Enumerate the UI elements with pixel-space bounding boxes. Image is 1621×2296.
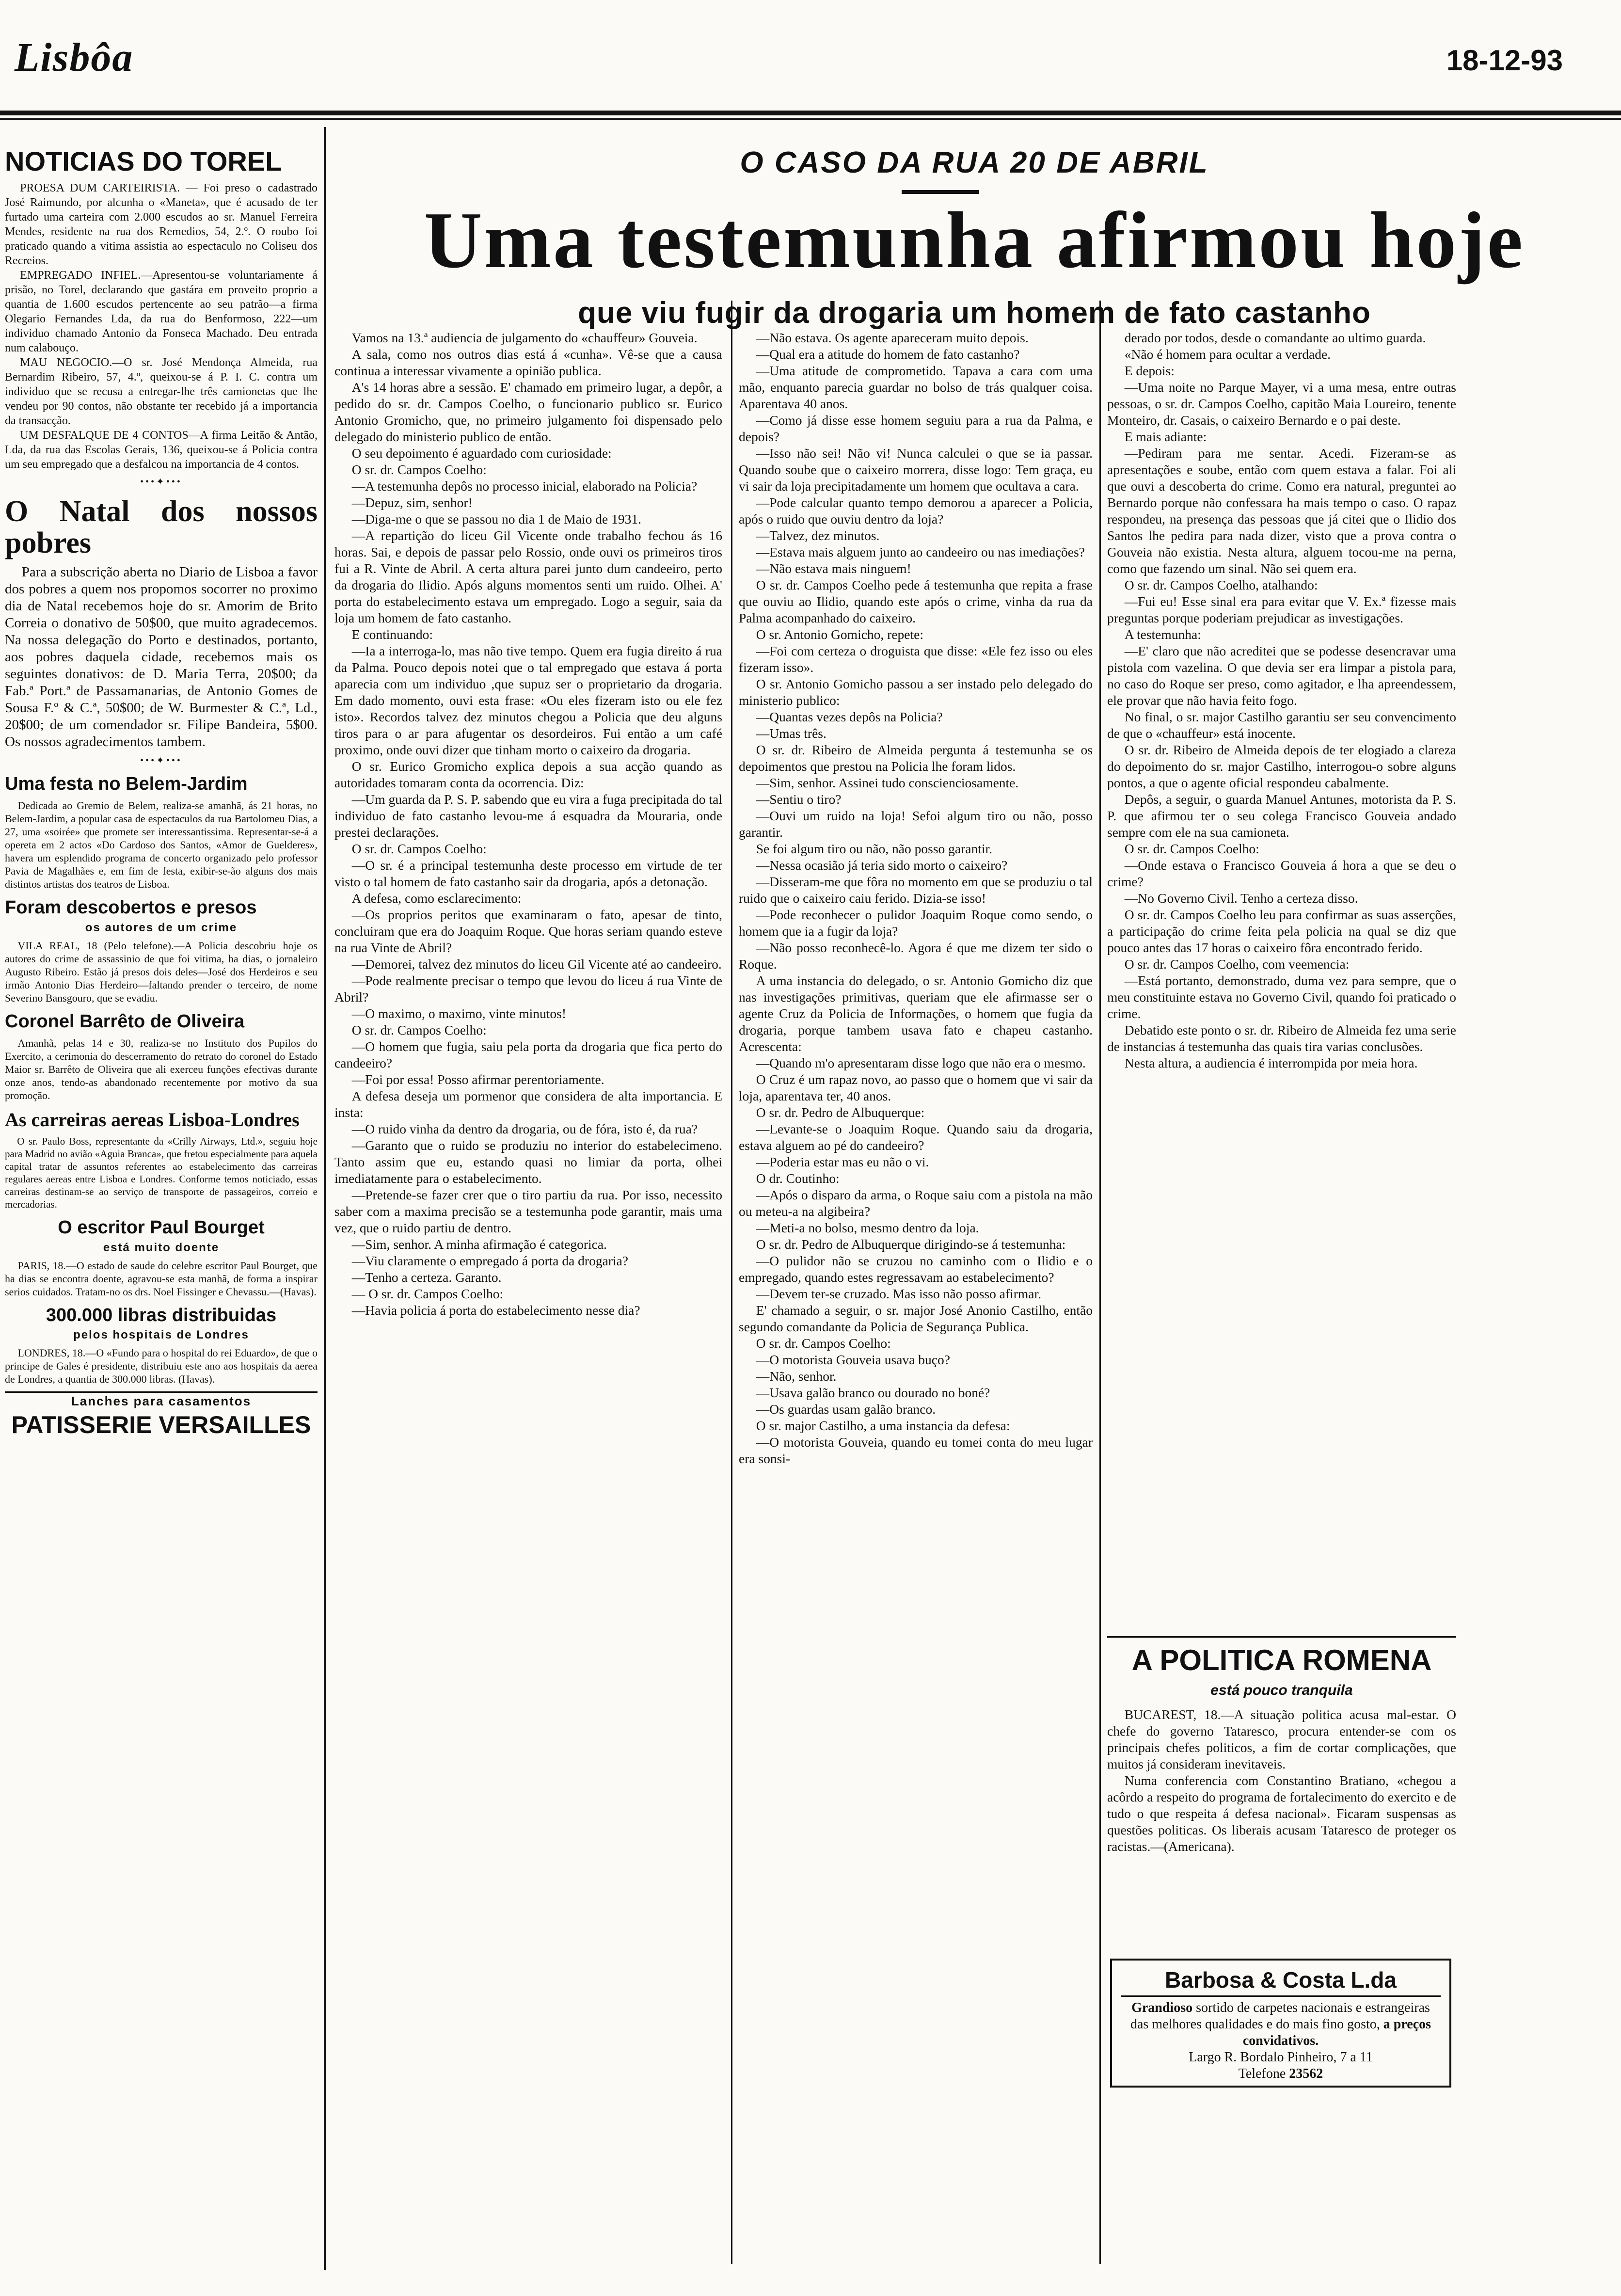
article-paragraph: —Viu claramente o empregado á porta da drogaria? bbox=[351, 1253, 628, 1268]
article-kicker: O CASO DA RUA 20 DE ABRIL bbox=[740, 146, 1209, 179]
article-column-3 bbox=[1107, 330, 1456, 1071]
romena-title: A POLITICA ROMENA bbox=[1131, 1644, 1432, 1676]
article-paragraph: —Qual era a atitude do homem de fato castanho? bbox=[756, 347, 1020, 362]
article-paragraph: —O homem que fugia, saiu pela porta da drogaria que fica perto do candeeiro? bbox=[334, 1039, 722, 1070]
article-paragraph: —O motorista Gouveia usava buço? bbox=[756, 1352, 950, 1367]
article-paragraph: Nesta altura, a audiencia é interrompida por meia hora. bbox=[1124, 1055, 1418, 1070]
article-paragraph: —Usava galão branco ou dourado no boné? bbox=[756, 1385, 990, 1400]
patisserie-title: PATISSERIE VERSAILLES bbox=[11, 1411, 311, 1439]
article-paragraph: —Sim, senhor. A minha afirmação é categorica. bbox=[351, 1237, 607, 1252]
article-paragraph: —Não estava mais ninguem! bbox=[756, 561, 911, 576]
ad-lead: Grandioso bbox=[1131, 2000, 1193, 2015]
natal-text: Para a subscrição aberta no Diario de Lisboa a favor dos pobres a quem nos propomos socorrer no proximo dia de Natal recebemos hoje do sr. Amorim de Brito Correia o donativo de 50$00, que muito agradecemos. Na nossa delegação do Porto e destinados, portanto, aos pobres daquela cidade, recebemos mais os seguintes donativos: de D. Maria Terra, 20$00; da Fab.ª Port.ª de Passamanarias, de Antonio Gomes de Sousa F.º & C.ª, 50$00; de W. Burmester & C.ª, Ld., 20$00; de um comendador sr. Filipe Bandeira, 5$00. Os nossos agradecimentos tambem. bbox=[5, 564, 318, 749]
coronel-text: Amanhã, pelas 14 e 30, realiza-se no Instituto dos Pupilos do Exercito, a cerimonia do descerramento do retrato do coronel do Estado Maior sr. Barrêto de Oliveira que ali exerceu funções efectivas durante onze anos, tendo-as abandonado recentemente por motivo da sua promoção. bbox=[5, 1036, 318, 1101]
article-paragraph: —Onde estava o Francisco Gouveia á hora a que se deu o crime? bbox=[1107, 858, 1456, 889]
masthead-city: Lisbôa bbox=[15, 35, 134, 80]
kicker-rule bbox=[902, 190, 979, 194]
article-paragraph: O sr. dr. Campos Coelho: bbox=[351, 462, 487, 477]
section-rule bbox=[1107, 1636, 1456, 1638]
article-paragraph: —Uma noite no Parque Mayer, vi a uma mesa, entre outras pessoas, o sr. dr. Campos Coelho, capitão Maia Loureiro, tenente Monteiro, dr. Casais, o caixeiro Bernardo e o pai deste. bbox=[1107, 380, 1456, 428]
article-paragraph: O Cruz é um rapaz novo, ao passo que o homem que vi sair da loja, aparentava ter, 40 anos. bbox=[739, 1072, 1093, 1103]
article-paragraph: —Ouvi um ruido na loja! Sefoi algum tiro ou não, posso garantir. bbox=[739, 808, 1093, 840]
article-paragraph: A uma instancia do delegado, o sr. Antonio Gomicho diz que nas investigações primitivas, queriam que ele afirmasse ser o agente Cruz da Policia de Informações, o homem que fugia da drogaria, porque tambem usava fato e chapeu castanho. Acrescenta: bbox=[739, 973, 1093, 1054]
article-paragraph: Depôs, a seguir, o guarda Manuel Antunes, motorista da P. S. P. que afirmou ter o seu colega Francisco Gouveia andado sempre com ele na sua camioneta. bbox=[1107, 792, 1456, 840]
article-headline: Uma testemunha afirmou hoje bbox=[424, 195, 1525, 285]
article-paragraph: —Sentiu o tiro? bbox=[756, 792, 842, 807]
presos-text: VILA REAL, 18 (Pelo telefone).—A Policia descobriu hoje os autores do crime de assassinio de que foi vitima, ha dias, o jornaleiro Augusto Ribeiro. Estão já presos dois deles—José dos Herdeiros e seu irmão Antonio Dias Herdeiro—faltando prender o terceiro, de nome Severino Bansgouro, que se evadiu. bbox=[5, 939, 318, 1004]
article-paragraph: E' chamado a seguir, o sr. major José Anonio Castilho, então segundo comandante da Policia de Segurança Publica. bbox=[739, 1303, 1093, 1334]
ad-text bbox=[1121, 2000, 1441, 2049]
article-paragraph: —Pode calcular quanto tempo demorou a aparecer a Policia, após o ruido que ouviu dentro da loja? bbox=[739, 495, 1093, 526]
torel-item: MAU NEGOCIO.—O sr. José Mendonça Almeida, rua Bernardim Ribeiro, 57, 4.º, queixou-se á P. I. C. contra um individuo que se recusa a entregar-lhe três camionetas que lhe vendeu por 90 contos, não obstante ter recebido já a importancia da transacção. bbox=[5, 356, 318, 427]
article-paragraph: —Poderia estar mas eu não o vi. bbox=[756, 1154, 929, 1169]
article-paragraph: —Demorei, talvez dez minutos do liceu Gil Vicente até ao candeeiro. bbox=[351, 957, 722, 972]
separator: •••✦••• bbox=[140, 476, 182, 487]
torel-item: UM DESFALQUE DE 4 CONTOS—A firma Leitão & Antão, Lda, da rua das Escolas Gerais, 136, queixou-se á Policia contra um seu empregado que a desfalcou na importancia de 4 contos. bbox=[5, 429, 318, 471]
torel-items bbox=[5, 181, 318, 472]
article-paragraph: O sr. Antonio Gomicho passou a ser instado pelo delegado do ministerio publico: bbox=[739, 676, 1093, 708]
article-paragraph: —Foi com certeza o droguista que disse: «Ele fez isso ou eles fizeram isso». bbox=[739, 643, 1093, 675]
article-paragraph: O sr. dr. Campos Coelho: bbox=[756, 1336, 891, 1351]
separator: •••✦••• bbox=[140, 755, 182, 766]
article-paragraph: derado por todos, desde o comandante ao ultimo guarda. bbox=[1124, 330, 1426, 345]
section-rule bbox=[5, 1391, 318, 1393]
article-paragraph: —Um guarda da P. S. P. sabendo que eu vira a fuga precipitada do tal individuo de fato castanho levou-me á esquadra da Mouraria, onde prestei declarações. bbox=[334, 792, 722, 840]
article-paragraph: —O ruido vinha da dentro da drogaria, ou de fóra, isto é, da rua? bbox=[351, 1121, 698, 1136]
article-paragraph: —Umas três. bbox=[756, 726, 826, 741]
bourget-title: O escritor Paul Bourget bbox=[58, 1217, 265, 1238]
article-paragraph: No final, o sr. major Castilho garantiu ser seu convencimento de que o «chauffeur» está inocente. bbox=[1107, 709, 1456, 741]
article-paragraph: —O maximo, o maximo, vinte minutos! bbox=[351, 1006, 567, 1021]
article-paragraph: —Devem ter-se cruzado. Mas isso não posso afirmar. bbox=[756, 1286, 1041, 1301]
article-paragraph: —E' claro que não acreditei que se podesse desencravar uma pistola com vazelina. O que devia ser era limpar a pistola para, no caso do Roque ser preso, como agitador, e lha apreendessem, ele provar que não havia feito fogo. bbox=[1107, 643, 1456, 708]
article-paragraph: —Tenho a certeza. Garanto. bbox=[351, 1270, 502, 1285]
carreiras-text: O sr. Paulo Boss, representante da «Crilly Airways, Ltd.», seguiu hoje para Madrid no avião «Aguia Branca», que fretou especialmente para aquela capital tratar de assuntos referentes ao estabelecimento das carreiras regulares aereas entre Lisboa e Londres. Conforme temos noticiado, essas carreiras destinam-se ao serviço de transporte de passageiros, correio e mercadorias. bbox=[5, 1135, 318, 1210]
article-paragraph: —A repartição do liceu Gil Vicente onde trabalho fechou ás 16 horas. Sai, e depois de passar pelo Rossio, onde ouvi os primeiros tiros fui a R. Vinte de Abril. A certa altura parei junto dum candeeiro, perto da drogaria do Ilidio. Após alguns momentos senti um ruido. Olhei. A' porta do estabelecimento estava um empregado. Logo a seguir, saia da loja um homem de fato castanho. bbox=[334, 528, 722, 625]
article-paragraph: —Foi por essa! Posso afirmar perentoriamente. bbox=[351, 1072, 604, 1087]
article-paragraph: O sr. major Castilho, a uma instancia da defesa: bbox=[756, 1418, 1010, 1433]
article-paragraph: —Talvez, dez minutos. bbox=[756, 528, 880, 543]
article-paragraph: —A testemunha depôs no processo inicial, elaborado na Policia? bbox=[351, 478, 698, 494]
article-paragraph: Se foi algum tiro ou não, não posso garantir. bbox=[756, 841, 993, 856]
article-paragraph: —Estava mais alguem junto ao candeeiro ou nas imediações? bbox=[756, 544, 1085, 559]
article-paragraph: O sr. dr. Ribeiro de Almeida depois de ter elogiado a clareza do depoimento do sr. major Castilho, interrogou-o sobre alguns pontos, a que o agente oficial respondeu cabalmente. bbox=[1107, 742, 1456, 790]
left-column bbox=[5, 141, 318, 1443]
article-column-1 bbox=[334, 330, 722, 1319]
article-paragraph: —Diga-me o que se passou no dia 1 de Maio de 1931. bbox=[351, 511, 641, 526]
article-paragraph: —Levante-se o Joaquim Roque. Quando saiu da drogaria, estava alguem ao pé do candeeiro? bbox=[739, 1121, 1093, 1153]
torel-item: PROESA DUM CARTEIRISTA. — Foi preso o cadastrado José Raimundo, por alcunha o «Maneta», que é acusado de ter furtado uma carteira com 2.000 escudos ao sr. Manuel Ferreira Mendes, residente na rua dos Remedios, 54, 2.º. O roubo foi praticado quando a vitima assistia ao espectaculo no Coliseu dos Recreios. bbox=[5, 181, 318, 267]
romena-body bbox=[1107, 1706, 1456, 1855]
presos-subtitle: os autores de um crime bbox=[85, 921, 238, 934]
article-paragraph: —Não, senhor. bbox=[756, 1369, 837, 1384]
article-paragraph: — O sr. dr. Campos Coelho: bbox=[351, 1286, 504, 1301]
article-paragraph: —Fui eu! Esse sinal era para evitar que V. Ex.ª fizesse mais preguntas porque poderiam prejudicar as investigações. bbox=[1107, 594, 1456, 625]
libras-title: 300.000 libras distribuidas bbox=[46, 1305, 277, 1325]
article-paragraph: —Depuz, sim, senhor! bbox=[351, 495, 473, 510]
article-paragraph: O sr. dr. Campos Coelho: bbox=[351, 1022, 487, 1037]
article-paragraph: O sr. dr. Pedro de Albuquerque dirigindo-se á testemunha: bbox=[756, 1237, 1066, 1252]
article-paragraph: —Como já disse esse homem seguiu para a rua da Palma, e depois? bbox=[739, 413, 1093, 444]
article-paragraph: —O motorista Gouveia, quando eu tomei conta do meu lugar era sonsi- bbox=[739, 1435, 1093, 1466]
article-paragraph: O sr. dr. Campos Coelho pede á testemunha que repita a frase que ouviu ao Ilidio, quando este após o crime, vinha da rua da Palma acompanhado do caixeiro. bbox=[739, 577, 1093, 625]
article-paragraph: —Após o disparo da arma, o Roque saiu com a pistola na mão ou meteu-a na algibeira? bbox=[739, 1187, 1093, 1219]
article-paragraph: —Sim, senhor. Assinei tudo conscienciosamente. bbox=[756, 775, 1019, 790]
ad-phone-label: Telefone bbox=[1238, 2066, 1286, 2081]
article-paragraph: E continuando: bbox=[351, 627, 433, 642]
article-paragraph: —Quando m'o apresentaram disse logo que não era o mesmo. bbox=[756, 1055, 1086, 1070]
article-paragraph: —No Governo Civil. Tenho a certeza disso. bbox=[1124, 891, 1358, 906]
romena-paragraph: Numa conferencia com Constantino Bratiano, «chegou a acôrdo a respeito do programa de fortalecimento do exercito e de tudo o que respeita á defesa nacional». Ficaram suspensas as questões politicas. Os liberais acusam Tataresco de proteger os racistas.—(Americana). bbox=[1107, 1773, 1456, 1854]
article-paragraph: —O pulidor não se cruzou no caminho com o Ilidio e o empregado, quando estes regressavam ao estabelecimento? bbox=[739, 1253, 1093, 1285]
romena-subtitle: está pouco tranquila bbox=[1210, 1682, 1353, 1698]
article-paragraph: —Garanto que o ruido se produziu no interior do estabelecimeno. Tanto assim que eu, estando quasi no limiar da porta, olhei imediatamente para o estabelecimento. bbox=[334, 1138, 722, 1186]
masthead-rule-thin bbox=[0, 118, 1621, 120]
article-paragraph: O seu depoimento é aguardado com curiosidade: bbox=[351, 446, 612, 461]
article-paragraph: —Pediram para me sentar. Acedi. Fizeram-se as apresentações e soube, então com quem estava a falar. Foi ali que ouvi a descoberta do crime. Como era natural, preguntei ao Bernardo porque não confessara ha mais tempo o caso. O rapaz respondeu, na presença das pessoas que já citei que o Ilidio dos Santos lhe pedira para nada dizer, visto que a prova contra o Gouveia não existia. Nesta altura, alguem tocou-me na perna, como que fazendo um sinal. Não sei quem era. bbox=[1107, 446, 1456, 576]
ad-company-name: Barbosa & Costa L.da bbox=[1121, 1967, 1441, 1997]
article-paragraph: —O sr. é a principal testemunha deste processo em virtude de ter visto o tal homem de fato castanho sair da drogaria, após a detonação. bbox=[334, 858, 722, 889]
lanches-text: Lanches para casamentos bbox=[71, 1394, 252, 1409]
ad-address: Largo R. Bordalo Pinheiro, 7 a 11 bbox=[1189, 2050, 1373, 2065]
article-subhead: que viu fugir da drogaria um homem de fato castanho bbox=[578, 296, 1371, 330]
ad-price: a preços convidativos. bbox=[1242, 2017, 1431, 2048]
masthead-rule bbox=[0, 111, 1621, 115]
romena-paragraph: BUCAREST, 18.—A situação politica acusa mal-estar. O chefe do governo Tataresco, procura entender-se com os principais chefes politicos, a fim de cortar complicações, que muitos já consideram inevitaveis. bbox=[1107, 1707, 1456, 1771]
bourget-text: PARIS, 18.—O estado de saude do celebre escritor Paul Bourget, que ha dias se encontra doente, agravou-se esta manhã, de forma a inspirar serios cuidados. Tratam-no os drs. Noel Fissinger e Chevassu.—(Havas). bbox=[5, 1259, 318, 1298]
article-paragraph: Debatido este ponto o sr. dr. Ribeiro de Almeida fez uma serie de instancias á testemunha das quais tira varias conclusões. bbox=[1107, 1022, 1456, 1054]
belem-title: Uma festa no Belem-Jardim bbox=[5, 773, 248, 794]
article-paragraph: A's 14 horas abre a sessão. E' chamado em primeiro lugar, a depôr, a pedido do sr. dr. Campos Coelho, o funcionario publico sr. Eurico Antonio Gromicho, que, no primeiro julgamento foi dispensado pelo delegado do ministerio publico de então. bbox=[334, 380, 722, 444]
article-paragraph: —Nessa ocasião já teria sido morto o caixeiro? bbox=[756, 858, 1008, 873]
article-column-2 bbox=[739, 330, 1093, 1467]
article-paragraph: O dr. Coutinho: bbox=[756, 1171, 840, 1186]
article-paragraph: —Quantas vezes depôs na Policia? bbox=[756, 709, 943, 724]
article-paragraph: —Havia policia á porta do estabelecimento nesse dia? bbox=[351, 1303, 640, 1318]
article-paragraph: —Os proprios peritos que examinaram o fato, apesar de tinto, concluiram que era do Joaquim Roque. Que horas seriam quando esteve na rua Vinte de Abril? bbox=[334, 907, 722, 955]
article-paragraph: —Pode realmente precisar o tempo que levou do liceu á rua Vinte de Abril? bbox=[334, 973, 722, 1004]
article-paragraph: —Uma atitude de comprometido. Tapava a cara com uma mão, enquanto parecia guardar no bolso de trás qualquer coisa. Aparentava 40 anos. bbox=[739, 363, 1093, 411]
bourget-subtitle: está muito doente bbox=[103, 1241, 220, 1254]
article-paragraph: —Não estava. Os agente apareceram muito depois. bbox=[756, 330, 1029, 345]
article-paragraph: Vamos na 13.ª audiencia de julgamento do «chauffeur» Gouveia. bbox=[351, 330, 698, 345]
article-paragraph: —Não posso reconhecê-lo. Agora é que me dizem ter sido o Roque. bbox=[739, 940, 1093, 972]
article-paragraph: —Pretende-se fazer crer que o tiro partiu da rua. Por isso, necessito saber com a maxima precisão se a testemunha pode garantir, mais uma vez, que o ruido partiu de dentro. bbox=[334, 1187, 722, 1235]
masthead-date: 18-12-93 bbox=[1446, 44, 1563, 77]
belem-text: Dedicada ao Gremio de Belem, realiza-se amanhã, ás 21 horas, no Belem-Jardim, a popular casa de espectaculos da rua Bartolomeu Dias, a 27, uma «soirée» que promete ser interessantissima. Representar-se-á a opereta em 2 actos «Do Cardoso dos Santos, «Amor de Guelderes», havera um esplendido programa de concerto organizado pelo professor Pavia de Magalhães e, em fim de festa, exibir-se-ão alguns dos mais distintos artistas dos teatros de Lisboa. bbox=[5, 799, 318, 890]
natal-title: O Natal dos nossos pobres bbox=[5, 494, 318, 559]
torel-item: EMPREGADO INFIEL.—Apresentou-se voluntariamente á prisão, no Torel, declarando que gastára em proveito proprio a quantia de 1.600 escudos pertencente ao seu patrão—a firma Olegario Fernandes Lda, da rua do Benformoso, 222—um individuo chamado Antonio da Fonseca Machado. Deu entrada num calabouço. bbox=[5, 269, 318, 354]
article-paragraph: —Está portanto, demonstrado, duma vez para sempre, que o meu constituinte estava no Governo Civil, quando foi praticado o crime. bbox=[1107, 973, 1456, 1021]
article-paragraph: E depois: bbox=[1124, 363, 1175, 378]
column-divider bbox=[731, 301, 732, 2264]
article-paragraph: A testemunha: bbox=[1124, 627, 1201, 642]
libras-subtitle: pelos hospitais de Londres bbox=[73, 1328, 249, 1342]
barbosa-costa-ad bbox=[1110, 1959, 1451, 2088]
article-paragraph: —Ia a interroga-lo, mas não tive tempo. Quem era fugia direito á rua da Palma. Pouco depois notei que o tal empregado que estava á porta aparecia com um individuo ,que supuz ser o proprietario da drogaria. Em dado momento, ouvi esta frase: «Ou eles fizeram isto ou ele fez isto». Recordos talvez dez minutos chegou a Policia que deu alguns tiros para o ar para afugentar os desordeiros. Fui então a um café proximo, onde ouvi dizer que tinham morto o caixeiro da drogaria. bbox=[334, 643, 722, 757]
article-paragraph: O sr. dr. Campos Coelho: bbox=[1124, 841, 1259, 856]
article-paragraph: A sala, como nos outros dias está á «cunha». Vê-se que a causa continua a interessar vivamente a opinião publica. bbox=[334, 347, 722, 378]
article-paragraph: O sr. dr. Campos Coelho: bbox=[351, 841, 487, 856]
article-paragraph: O sr. Antonio Gomicho, repete: bbox=[756, 627, 923, 642]
column-divider bbox=[324, 127, 326, 2270]
article-paragraph: O sr. dr. Ribeiro de Almeida pergunta á testemunha se os depoimentos que prestou na Policia lhe foram lidos. bbox=[739, 742, 1093, 774]
article-paragraph: —Os guardas usam galão branco. bbox=[756, 1402, 936, 1417]
torel-title: NOTICIAS DO TOREL bbox=[5, 146, 282, 176]
article-paragraph: O sr. dr. Campos Coelho, com veemencia: bbox=[1124, 957, 1350, 972]
ad-phone-line bbox=[1121, 2066, 1441, 2082]
article-paragraph: O sr. dr. Pedro de Albuquerque: bbox=[756, 1105, 925, 1120]
article-paragraph: O sr. dr. Campos Coelho leu para confirmar as suas asserções, a participação do crime feita pela policia na qual se diz que pouco antes das 17 horas o caixeiro fôra encontrado ferido. bbox=[1107, 907, 1456, 955]
coronel-title: Coronel Barrêto de Oliveira bbox=[5, 1011, 245, 1032]
article-paragraph: —Meti-a no bolso, mesmo dentro da loja. bbox=[756, 1220, 979, 1235]
ad-phone: 23562 bbox=[1289, 2066, 1323, 2081]
article-paragraph: A defesa deseja um pormenor que considera de alta importancia. E insta: bbox=[334, 1088, 722, 1120]
article-paragraph: —Disseram-me que fôra no momento em que se produziu o tal ruido que o caixeiro caiu ferido. Dizia-se isso! bbox=[739, 874, 1093, 906]
article-paragraph: O sr. dr. Campos Coelho, atalhando: bbox=[1124, 577, 1318, 592]
article-paragraph: A defesa, como esclarecimento: bbox=[351, 891, 522, 906]
presos-title: Foram descobertos e presos bbox=[5, 897, 257, 918]
article-paragraph: «Não é homem para ocultar a verdade. bbox=[1124, 347, 1331, 362]
article-paragraph: O sr. Eurico Gromicho explica depois a sua acção quando as autoridades tomaram conta da ocorrencia. Diz: bbox=[334, 759, 722, 790]
column-divider bbox=[1099, 301, 1101, 2264]
carreiras-title: As carreiras aereas Lisboa-Londres bbox=[5, 1108, 300, 1131]
libras-text: LONDRES, 18.—O «Fundo para o hospital do rei Eduardo», de que o principe de Gales é presidente, distribuiu este ano aos hospitais da aerea de Londres, a quantia de 300.000 libras. (Havas). bbox=[5, 1347, 318, 1386]
article-paragraph: —Isso não sei! Não vi! Nunca calculei o que se ia passar. Quando soube que o caixeiro morrera, disse logo: Tem graça, eu vi sair da loja precipitadamente um homem que ocultava a cara. bbox=[739, 446, 1093, 494]
ad-description: sortido de carpetes nacionais e estrangeiras das melhores qualidades e do mais fino gosto, bbox=[1130, 2000, 1430, 2032]
article-paragraph: —Pode reconhecer o pulidor Joaquim Roque como sendo, o homem que ia a fugir da loja? bbox=[739, 907, 1093, 939]
article-paragraph: E mais adiante: bbox=[1124, 429, 1207, 444]
